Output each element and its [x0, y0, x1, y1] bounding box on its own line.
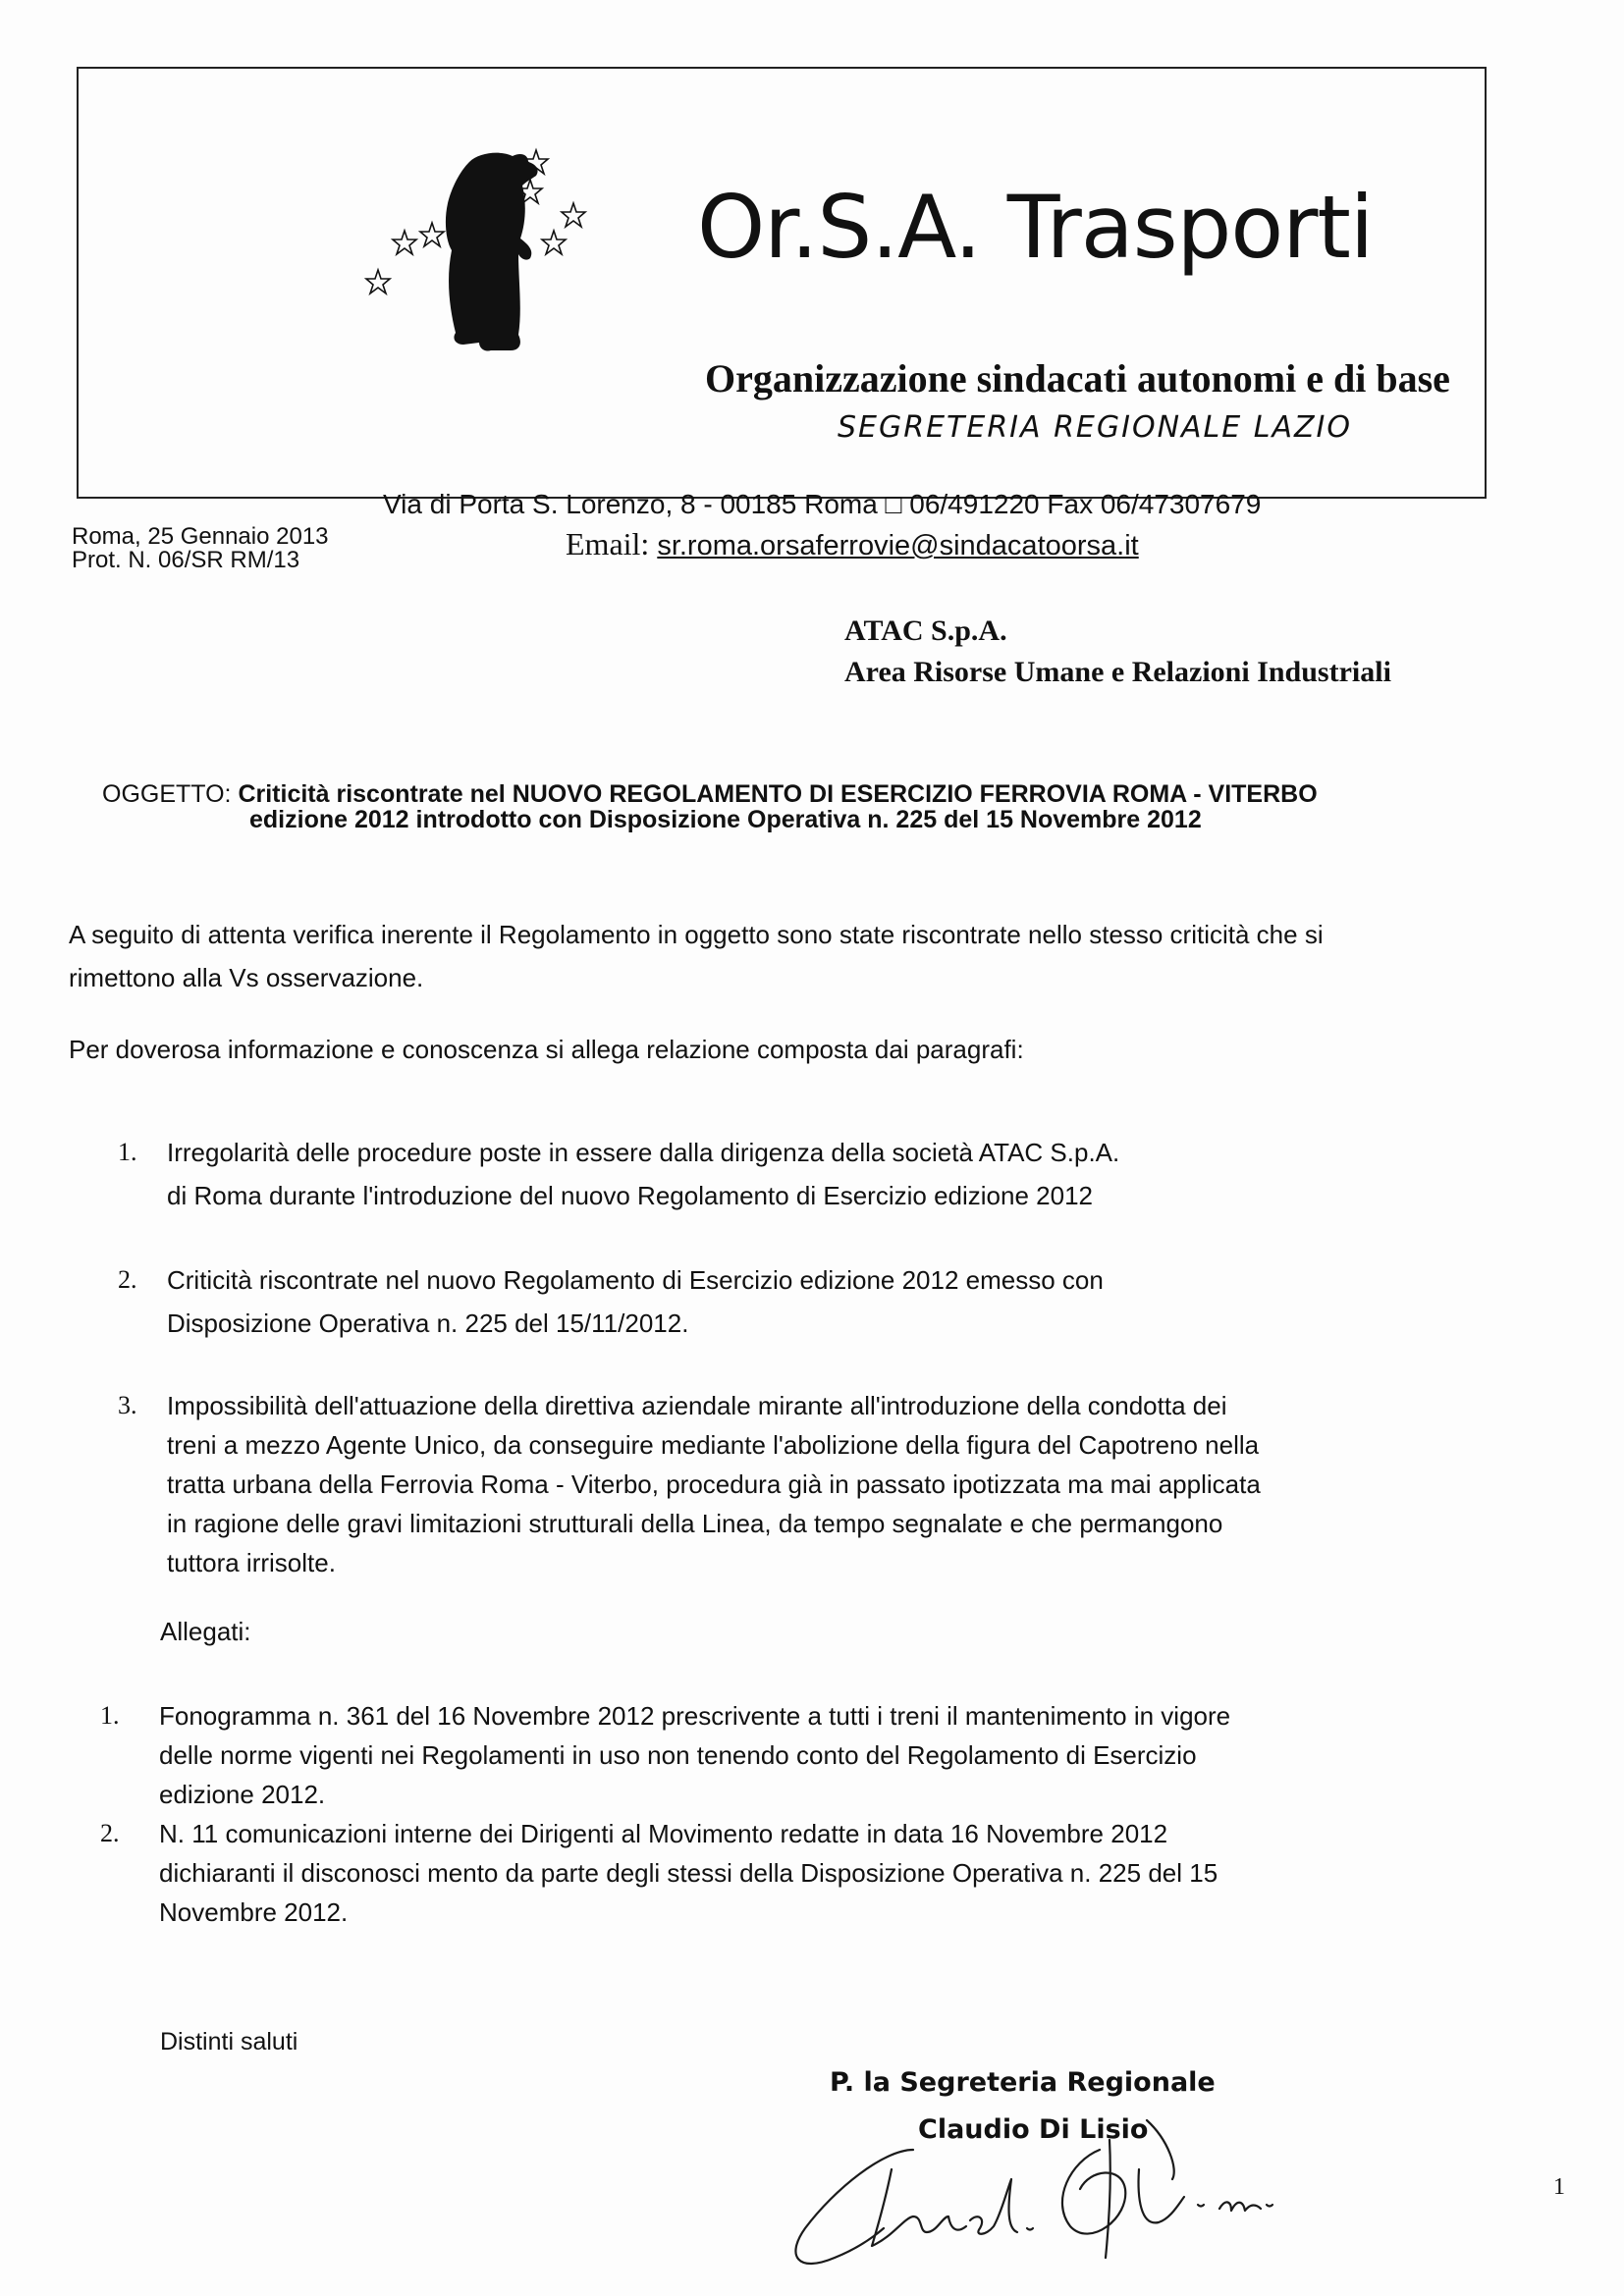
subject-label: OGGETTO:: [102, 780, 239, 808]
organization-name: Organizzazione sindacati autonomi e di base: [705, 356, 1450, 400]
attachments-label: Allegati:: [160, 1617, 251, 1646]
bear-icon: [446, 153, 538, 351]
regional-office: SEGRETERIA REGIONALE LAZIO: [838, 410, 1353, 445]
email-link[interactable]: sr.roma.orsaferrovie@sindacatoorsa.it: [657, 530, 1139, 561]
letter-meta: [72, 525, 329, 572]
attachment-number: 1.: [100, 1701, 120, 1730]
attachment-line: N. 11 comunicazioni interne dei Dirigenti al Movimento redatte in data 16 Novembre 2012: [159, 1819, 1168, 1848]
signer-name: Claudio Di Lisio: [918, 2114, 1149, 2145]
recipient-department: Area Risorse Umane e Relazioni Industriali: [844, 656, 1391, 688]
list-line: Impossibilità dell'attuazione della direttiva aziendale mirante all'introduzione della condotta dei: [167, 1391, 1227, 1420]
handwritten-signature: [776, 2110, 1365, 2287]
list-number: 2.: [118, 1265, 137, 1294]
list-line: tuttora irrisolte.: [167, 1548, 336, 1577]
email-label: Email:: [566, 526, 658, 561]
star-icon: [366, 270, 390, 294]
star-icon: [562, 203, 585, 227]
attachment-item: [100, 1814, 1494, 1932]
bear-stars-logo: [353, 142, 648, 368]
list-line: treni a mezzo Agente Unico, da conseguire mediante l'abolizione della figura del Capotreno nella: [167, 1430, 1260, 1460]
recipient-block: [844, 611, 1391, 693]
list-number: 1.: [118, 1138, 137, 1166]
paragraph-list: [118, 1131, 1492, 1582]
intro-paragraph: [69, 913, 1492, 999]
list-line: tratta urbana della Ferrovia Roma - Viterbo, procedura già in passato ipotizzata ma mai applicata: [167, 1469, 1261, 1499]
star-icon: [542, 231, 566, 254]
list-line: Criticità riscontrate nel nuovo Regolamento di Esercizio edizione 2012 emesso con: [167, 1265, 1104, 1295]
star-icon: [420, 223, 444, 246]
letter-date: Roma, 25 Gennaio 2013: [72, 523, 329, 550]
list-line: Disposizione Operativa n. 225 del 15/11/2012.: [167, 1308, 689, 1338]
attachment-item: [100, 1696, 1494, 1814]
attachment-line: dichiaranti il disconosci mento da parte degli stessi della Disposizione Operativa n. 225 del 15: [159, 1858, 1218, 1888]
email-line: [566, 526, 1139, 562]
star-icon: [393, 231, 416, 254]
list-item: [118, 1258, 1492, 1345]
address-line: Via di Porta S. Lorenzo, 8 - 00185 Roma □ 06/491220 Fax 06/47307679: [383, 489, 1262, 519]
closing-salutation: Distinti saluti: [160, 2028, 298, 2056]
list-line: in ragione delle gravi limitazioni strutturali della Linea, da tempo segnalate e che permangono: [167, 1509, 1223, 1538]
subject-block: [102, 781, 1496, 832]
protocol-number: Prot. N. 06/SR RM/13: [72, 547, 300, 573]
page-number: 1: [1553, 2174, 1565, 2200]
list-line: Irregolarità delle procedure poste in essere dalla dirigenza della società ATAC S.p.A.: [167, 1138, 1120, 1167]
brand-name: Or.S.A. Trasporti: [697, 177, 1374, 278]
subject-line-1: Criticità riscontrate nel NUOVO REGOLAMENTO DI ESERCIZIO FERROVIA ROMA - VITERBO: [238, 780, 1318, 808]
attachments-list: [100, 1696, 1494, 1932]
attachment-line: Novembre 2012.: [159, 1897, 349, 1927]
attachment-number: 2.: [100, 1819, 120, 1847]
attachment-line: delle norme vigenti nei Regolamenti in uso non tenendo conto del Regolamento di Esercizio: [159, 1740, 1197, 1770]
list-line: di Roma durante l'introduzione del nuovo Regolamento di Esercizio edizione 2012: [167, 1181, 1093, 1210]
intro-line: rimettono alla Vs osservazione.: [69, 963, 424, 992]
intro-line: A seguito di attenta verifica inerente il Regolamento in oggetto sono state riscontrate nello stesso criticità che si: [69, 920, 1324, 949]
list-number: 3.: [118, 1391, 137, 1419]
attachments-intro: Per doverosa informazione e conoscenza si allega relazione composta dai paragrafi:: [69, 1035, 1024, 1064]
list-item: [118, 1386, 1492, 1582]
attachment-line: Fonogramma n. 361 del 16 Novembre 2012 prescrivente a tutti i treni il mantenimento in vigore: [159, 1701, 1231, 1731]
recipient-company: ATAC S.p.A.: [844, 614, 1007, 647]
attachment-line: edizione 2012.: [159, 1780, 326, 1809]
subject-line-2: edizione 2012 introdotto con Disposizione Operativa n. 225 del 15 Novembre 2012: [249, 806, 1202, 833]
list-item: [118, 1131, 1492, 1217]
signer-role: P. la Segreteria Regionale: [830, 2067, 1216, 2098]
